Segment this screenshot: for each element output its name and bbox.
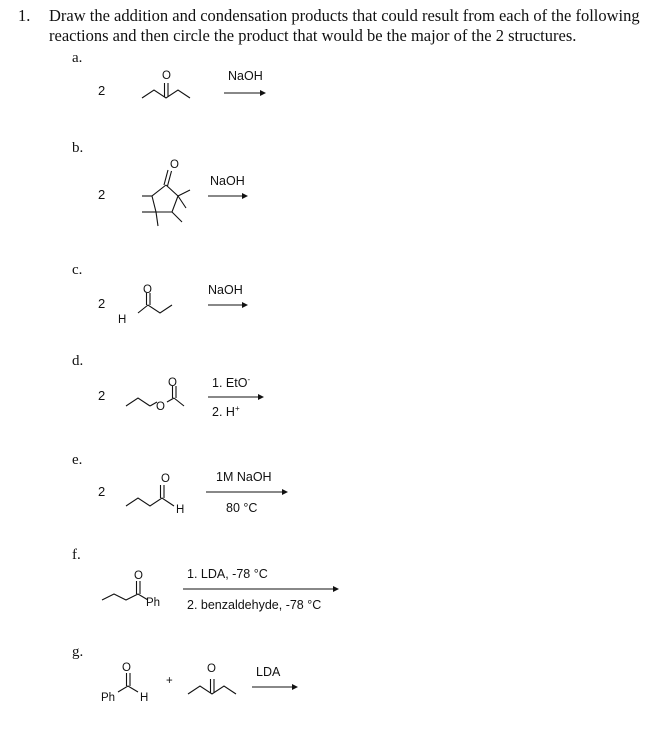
oxygen-atom-label: O	[170, 159, 179, 171]
question-text-line-2: reactions and then circle the product that would be the major of the 2 structures.	[49, 26, 577, 45]
reagent-label: NaOH	[208, 283, 243, 297]
oxygen-atom-label: O	[134, 570, 143, 582]
part-label: c.	[72, 262, 83, 278]
reagent-label: LDA	[256, 665, 281, 679]
reaction-arrow	[208, 192, 252, 200]
reagent-bottom: 80 °C	[226, 501, 258, 515]
part-label: a.	[72, 50, 83, 66]
stoichiometric-coefficient: 2	[98, 83, 106, 98]
phenyl-label: Ph	[101, 692, 116, 704]
question-text-line-1: Draw the addition and condensation products that could result from each of the following	[49, 6, 640, 25]
reaction-arrow	[183, 585, 343, 593]
carbonyl-oxygen-label: O	[168, 377, 177, 389]
hydrogen-atom-label: H	[140, 692, 149, 704]
propanal-structure	[124, 285, 194, 325]
reagent-top: 1M NaOH	[216, 470, 272, 484]
tetramethylcyclopentanone-structure	[128, 160, 208, 240]
butanone-structure	[186, 664, 246, 704]
butanone-structure	[140, 70, 210, 110]
question-number: 1.	[18, 6, 31, 25]
oxygen-atom-label: O	[207, 663, 216, 675]
reagent-label: NaOH	[210, 174, 245, 188]
part-label: f.	[72, 547, 81, 563]
phenylacetaldehyde-structure	[112, 664, 162, 704]
reaction-arrow	[224, 89, 268, 97]
phenyl-label: Ph	[146, 597, 161, 609]
oxygen-atom-label: O	[161, 473, 170, 485]
stoichiometric-coefficient: 2	[98, 484, 106, 499]
hydrogen-atom-label: H	[176, 504, 185, 516]
reaction-arrow	[208, 301, 252, 309]
part-label: d.	[72, 353, 84, 369]
part-label: g.	[72, 644, 84, 660]
reaction-arrow	[252, 683, 302, 691]
stoichiometric-coefficient: 2	[98, 388, 106, 403]
plus-sign: +	[166, 675, 173, 687]
reagent-step-1: 1. LDA, -78 °C	[187, 567, 268, 581]
reagent-label: NaOH	[228, 69, 263, 83]
oxygen-atom-label: O	[162, 70, 171, 82]
ester-oxygen-label: O	[156, 401, 165, 413]
part-label: b.	[72, 140, 84, 156]
part-label: e.	[72, 452, 83, 468]
reaction-arrow	[208, 393, 268, 401]
reagent-step-2: 2. H+	[212, 404, 240, 420]
stoichiometric-coefficient: 2	[98, 296, 106, 311]
stoichiometric-coefficient: 2	[98, 187, 106, 202]
reagent-step-2: 2. benzaldehyde, -78 °C	[187, 598, 322, 612]
reaction-arrow	[206, 488, 290, 496]
reagent-step-1: 1. EtO-	[212, 375, 251, 391]
oxygen-atom-label: O	[122, 662, 131, 674]
hydrogen-atom-label: H	[118, 314, 127, 326]
oxygen-atom-label: O	[143, 284, 152, 296]
